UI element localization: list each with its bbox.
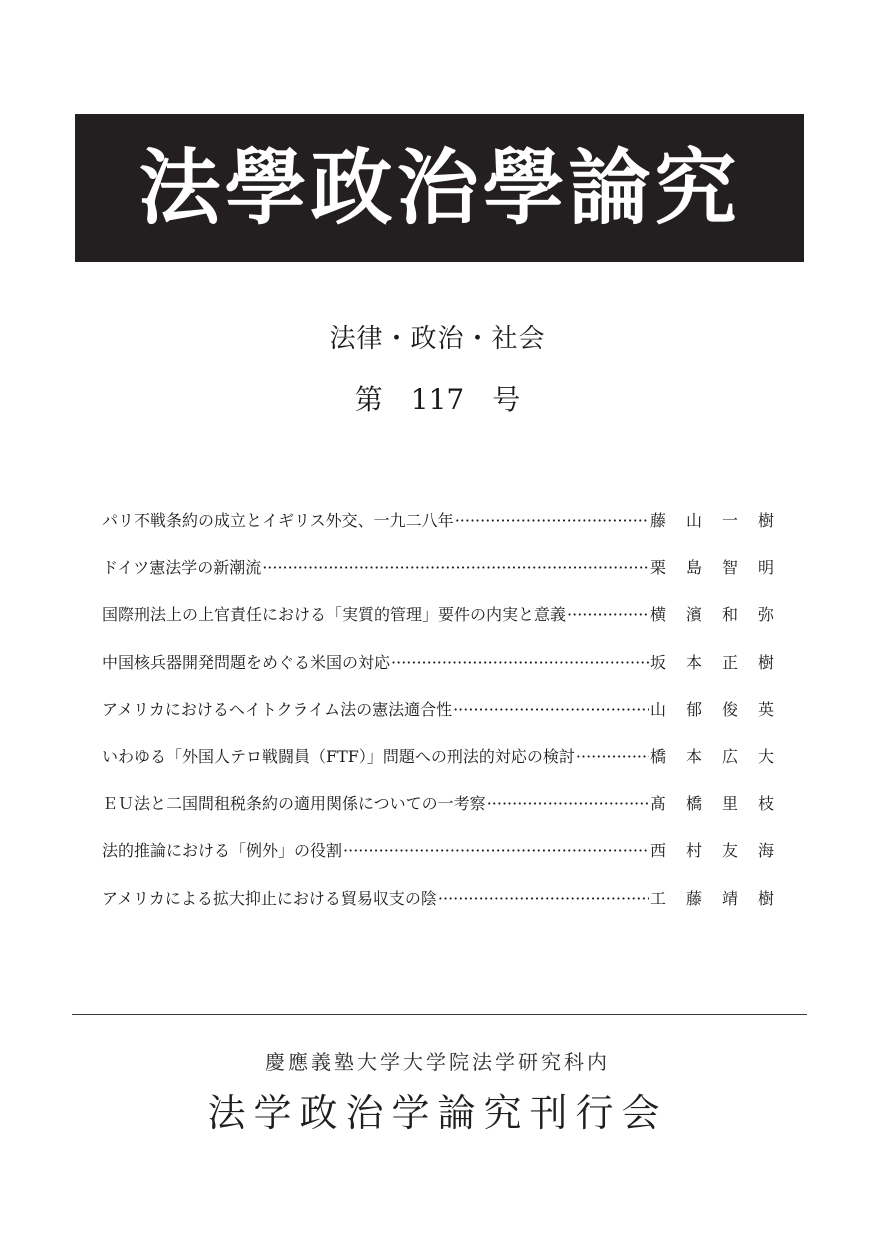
toc-entry — [102, 508, 774, 555]
article-author: 坂 本 正 樹 — [650, 652, 774, 672]
toc-entry — [102, 744, 774, 791]
journal-subtitle: 法律・政治・社会 — [329, 324, 546, 354]
article-author: 藤 山 一 樹 — [650, 511, 774, 530]
leader-dots — [391, 653, 649, 672]
leader-dots — [453, 700, 649, 719]
toc-entry — [102, 886, 774, 933]
article-title: 中国核兵器開発問題をめぐる米国の対応 — [102, 652, 391, 672]
article-author: 山 郁 俊 英 — [650, 699, 774, 719]
leader-dots — [576, 747, 649, 766]
publisher-institution: 慶應義塾大学大学院法学研究科内 — [265, 1050, 610, 1074]
article-author: 橋 本 広 大 — [650, 746, 774, 766]
article-title: アメリカによる拡大抑止における貿易収支の陰 — [102, 888, 437, 908]
publisher-name: 法学政治学論究刊行会 — [207, 1091, 668, 1135]
leader-dots — [567, 605, 649, 624]
issue-number: 第 117 号 — [354, 383, 521, 416]
toc-entry — [102, 555, 774, 602]
leader-dots — [438, 889, 649, 908]
toc-entry — [102, 602, 774, 649]
article-author: 栗 島 智 明 — [650, 558, 774, 578]
toc-entry — [102, 650, 774, 697]
leader-dots — [487, 794, 649, 813]
article-title: 国際刑法上の上官責任における「実質的管理」要件の内実と意義 — [102, 605, 567, 625]
leader-dots — [455, 511, 649, 530]
divider-line — [72, 1014, 807, 1015]
article-author: 横 濱 和 弥 — [650, 605, 774, 625]
article-author: 西 村 友 海 — [650, 841, 774, 861]
article-author: 工 藤 靖 樹 — [650, 888, 774, 908]
journal-title: 法學政治學論究 — [138, 140, 741, 236]
leader-dots — [343, 841, 649, 860]
toc-entry — [102, 791, 774, 838]
journal-title-banner — [75, 114, 804, 262]
toc-entry — [102, 838, 774, 885]
article-title: ＥＵ法と二国間租税条約の適用関係についての一考察 — [102, 794, 486, 814]
article-author: 髙 橋 里 枝 — [650, 794, 774, 814]
table-of-contents — [102, 508, 774, 933]
article-title: アメリカにおけるヘイトクライム法の憲法適合性 — [102, 699, 453, 719]
toc-entry — [102, 697, 774, 744]
article-title: ドイツ憲法学の新潮流 — [102, 558, 262, 578]
article-title: パリ不戦条約の成立とイギリス外交、一九二八年 — [102, 511, 454, 530]
article-title: 法的推論における「例外」の役割 — [102, 841, 343, 861]
article-title: いわゆる「外国人テロ戦闘員（FTF）」問題への刑法的対応の検討 — [102, 746, 575, 766]
leader-dots — [262, 558, 649, 577]
